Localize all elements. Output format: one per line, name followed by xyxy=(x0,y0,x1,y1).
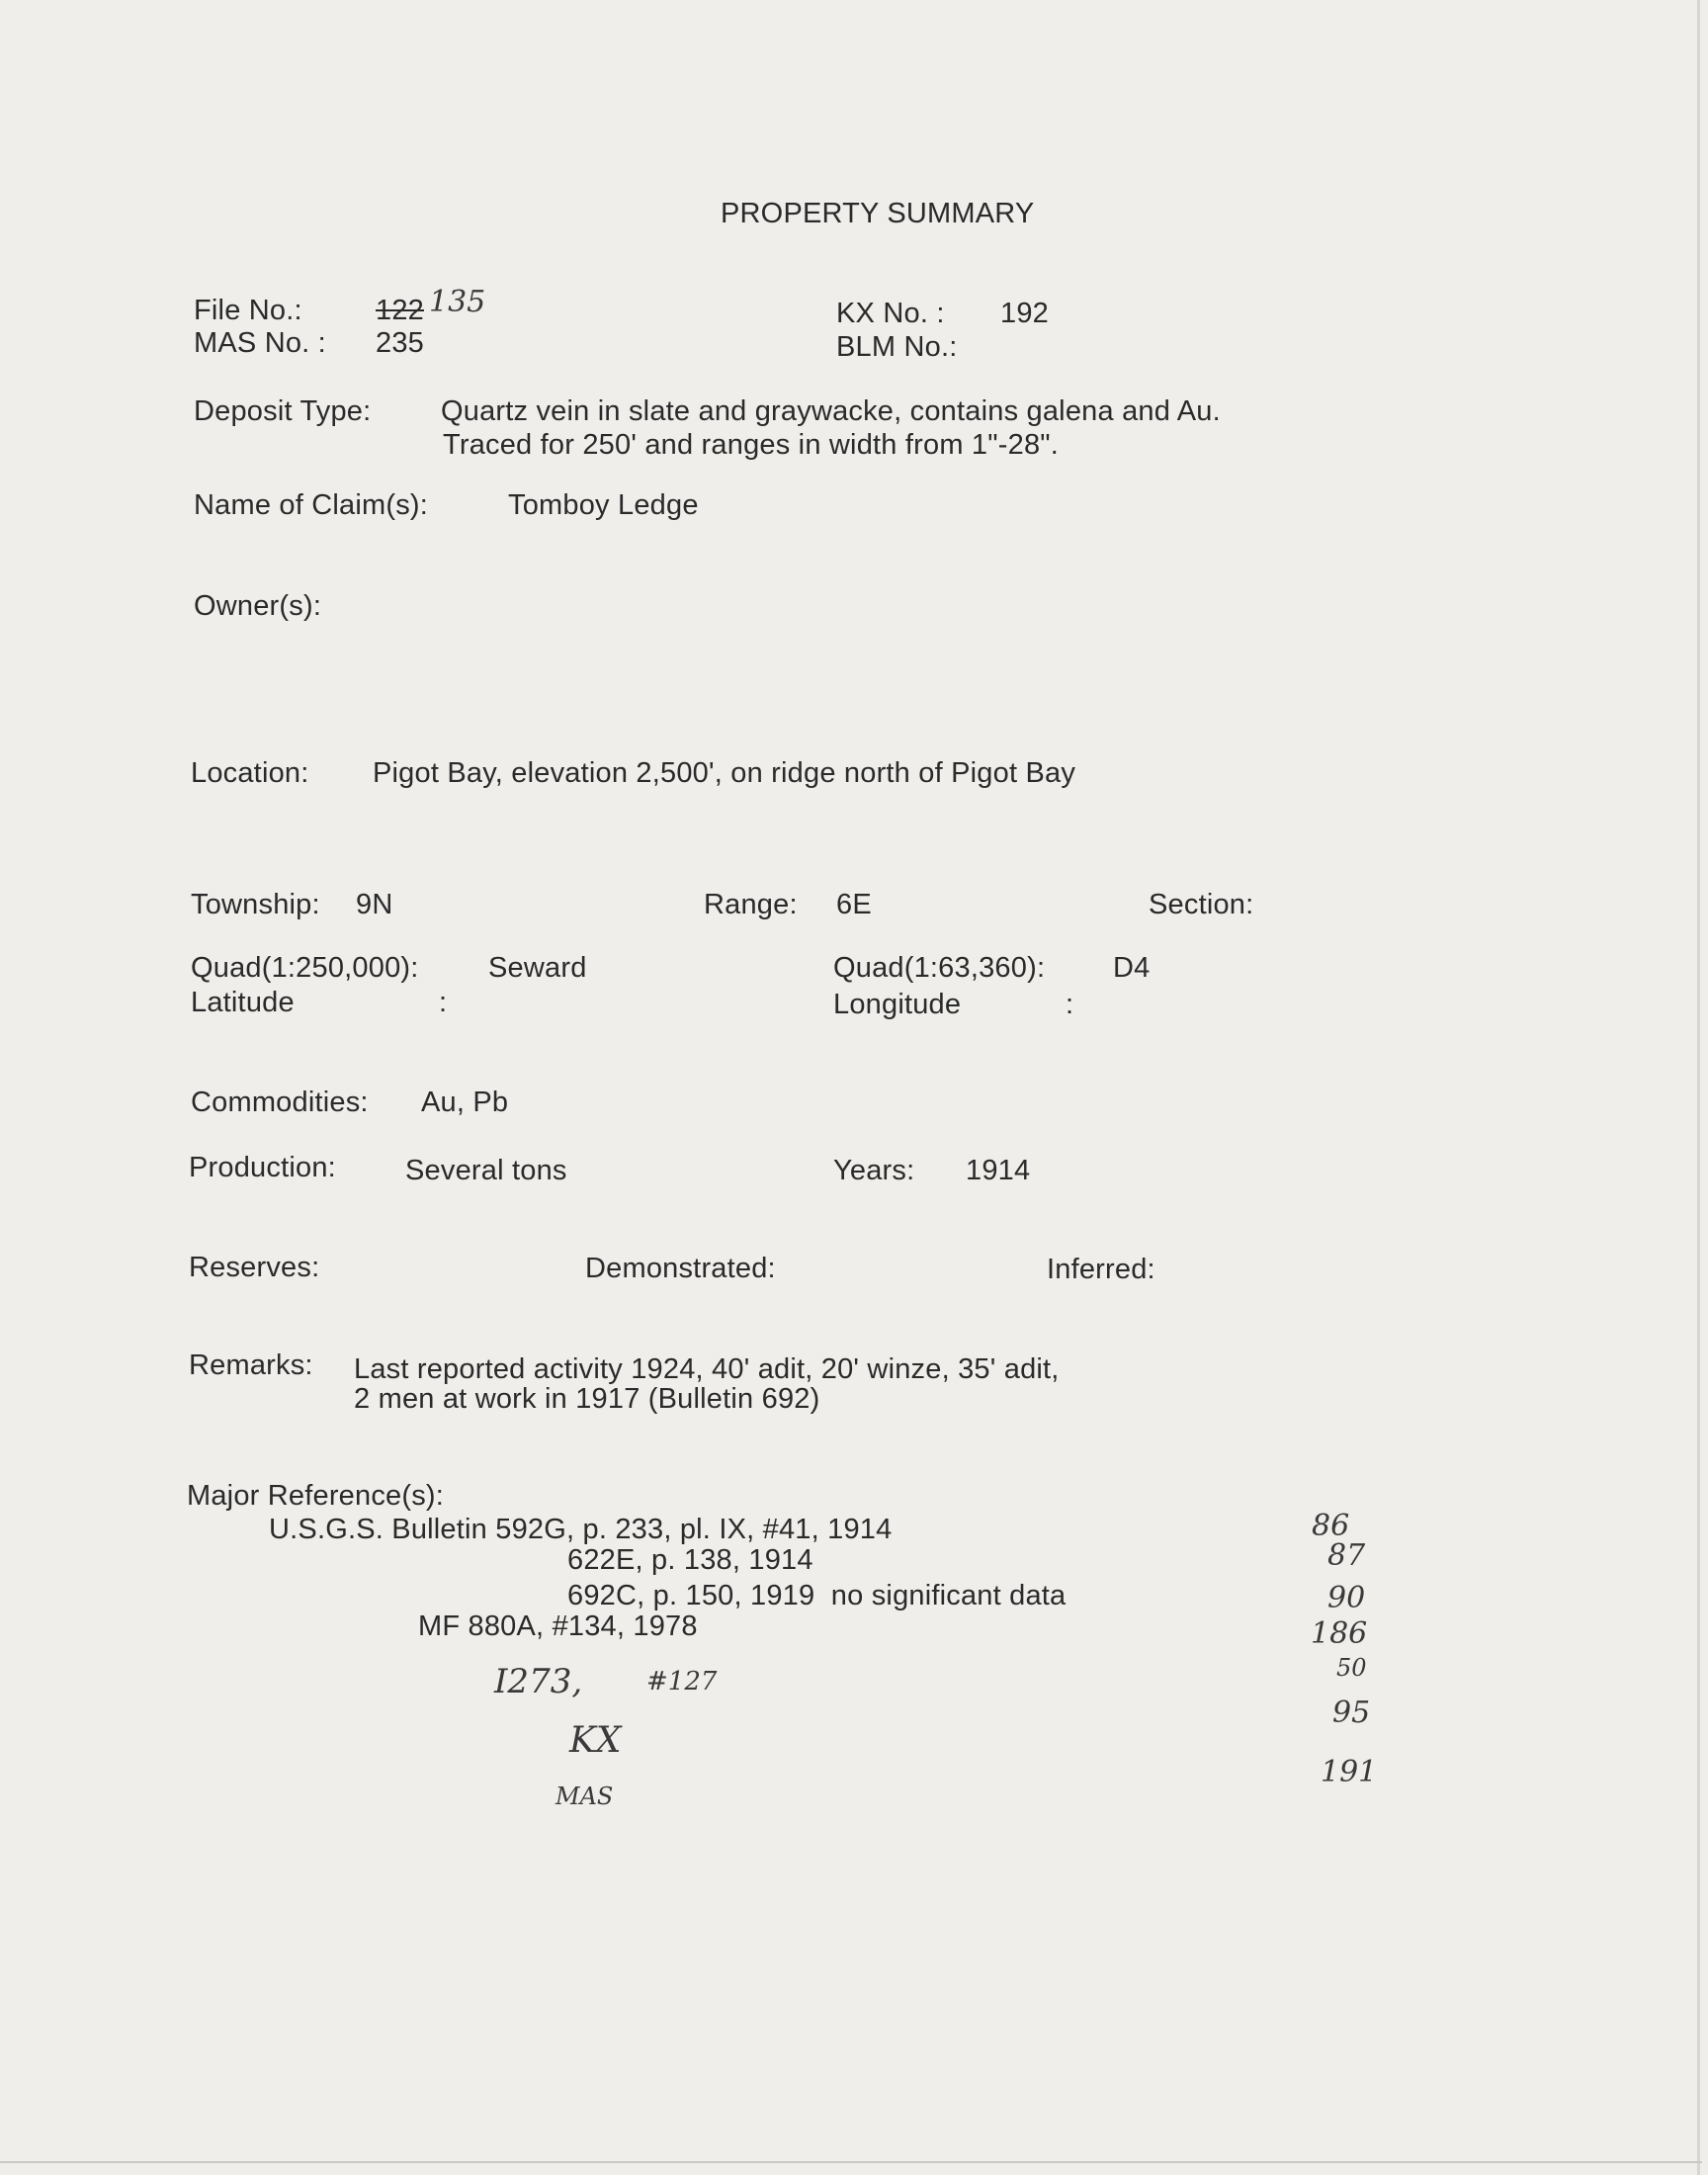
commodities-label: Commodities: xyxy=(191,1087,369,1118)
longitude-label: Longitude xyxy=(833,989,962,1020)
kx-no-label: KX No. : xyxy=(836,298,945,329)
years-label: Years: xyxy=(833,1155,915,1186)
production-label: Production: xyxy=(189,1152,336,1183)
demonstrated-label: Demonstrated: xyxy=(585,1253,776,1284)
range-value: 6E xyxy=(836,889,872,920)
handwritten-mas: MAS xyxy=(555,1783,614,1810)
remarks-line2: 2 men at work in 1917 (Bulletin 692) xyxy=(354,1383,820,1415)
reference-line: U.S.G.S. Bulletin 592G, p. 233, pl. IX, #41, 1914 xyxy=(269,1514,893,1545)
quad250-label: Quad(1:250,000): xyxy=(191,952,419,984)
handwritten-reference-number: #127 xyxy=(646,1667,718,1696)
file-no-handwritten-value: 135 xyxy=(429,285,486,319)
references-label: Major Reference(s): xyxy=(187,1480,445,1512)
section-label: Section: xyxy=(1149,889,1254,920)
inferred-label: Inferred: xyxy=(1047,1254,1155,1285)
deposit-type-label: Deposit Type: xyxy=(194,395,372,427)
deposit-type-line2: Traced for 250' and ranges in width from 1"-28". xyxy=(443,429,1060,461)
remarks-line1: Last reported activity 1924, 40' adit, 20' winze, 35' adit, xyxy=(354,1353,1060,1385)
reference-line: MF 880A, #134, 1978 xyxy=(418,1610,698,1642)
file-no-struck-value: 122 xyxy=(376,295,424,326)
margin-number: 50 xyxy=(1336,1654,1367,1682)
range-label: Range: xyxy=(704,889,798,920)
quad250-value: Seward xyxy=(488,952,587,984)
mas-no-value: 235 xyxy=(376,327,424,359)
location-value: Pigot Bay, elevation 2,500', on ridge north of Pigot Bay xyxy=(373,757,1076,789)
kx-no-value: 192 xyxy=(1000,298,1049,329)
file-no-label: File No.: xyxy=(194,295,302,326)
margin-number: 86 xyxy=(1312,1509,1350,1543)
page-edge xyxy=(1697,0,1700,2175)
reference-line: 692C, p. 150, 1919 no significant data xyxy=(567,1580,1067,1611)
township-value: 9N xyxy=(356,889,393,920)
claims-value: Tomboy Ledge xyxy=(508,489,699,521)
township-label: Township: xyxy=(191,889,320,920)
margin-number: 186 xyxy=(1311,1616,1368,1651)
reference-line: 622E, p. 138, 1914 xyxy=(567,1544,813,1576)
reserves-label: Reserves: xyxy=(189,1252,320,1283)
years-value: 1914 xyxy=(966,1155,1031,1186)
margin-number: 191 xyxy=(1321,1755,1378,1789)
latitude-separator: : xyxy=(439,987,448,1018)
quad63-label: Quad(1:63,360): xyxy=(833,952,1046,984)
remarks-label: Remarks: xyxy=(189,1349,313,1381)
margin-number: 87 xyxy=(1327,1538,1366,1573)
commodities-value: Au, Pb xyxy=(421,1087,509,1118)
handwritten-reference: I273, xyxy=(494,1662,583,1701)
margin-number: 95 xyxy=(1332,1696,1371,1730)
quad63-value: D4 xyxy=(1113,952,1151,984)
claims-label: Name of Claim(s): xyxy=(194,489,429,521)
latitude-label: Latitude xyxy=(191,987,295,1018)
production-value: Several tons xyxy=(405,1155,567,1186)
handwritten-kx: KX xyxy=(569,1720,622,1761)
deposit-type-line1: Quartz vein in slate and graywacke, contains galena and Au. xyxy=(441,395,1221,427)
page-title: PROPERTY SUMMARY xyxy=(721,198,1035,229)
margin-number: 90 xyxy=(1327,1581,1366,1615)
mas-no-label: MAS No. : xyxy=(194,327,326,359)
blm-no-label: BLM No.: xyxy=(836,331,958,363)
owners-label: Owner(s): xyxy=(194,590,322,622)
longitude-separator: : xyxy=(1066,989,1074,1020)
location-label: Location: xyxy=(191,757,309,789)
